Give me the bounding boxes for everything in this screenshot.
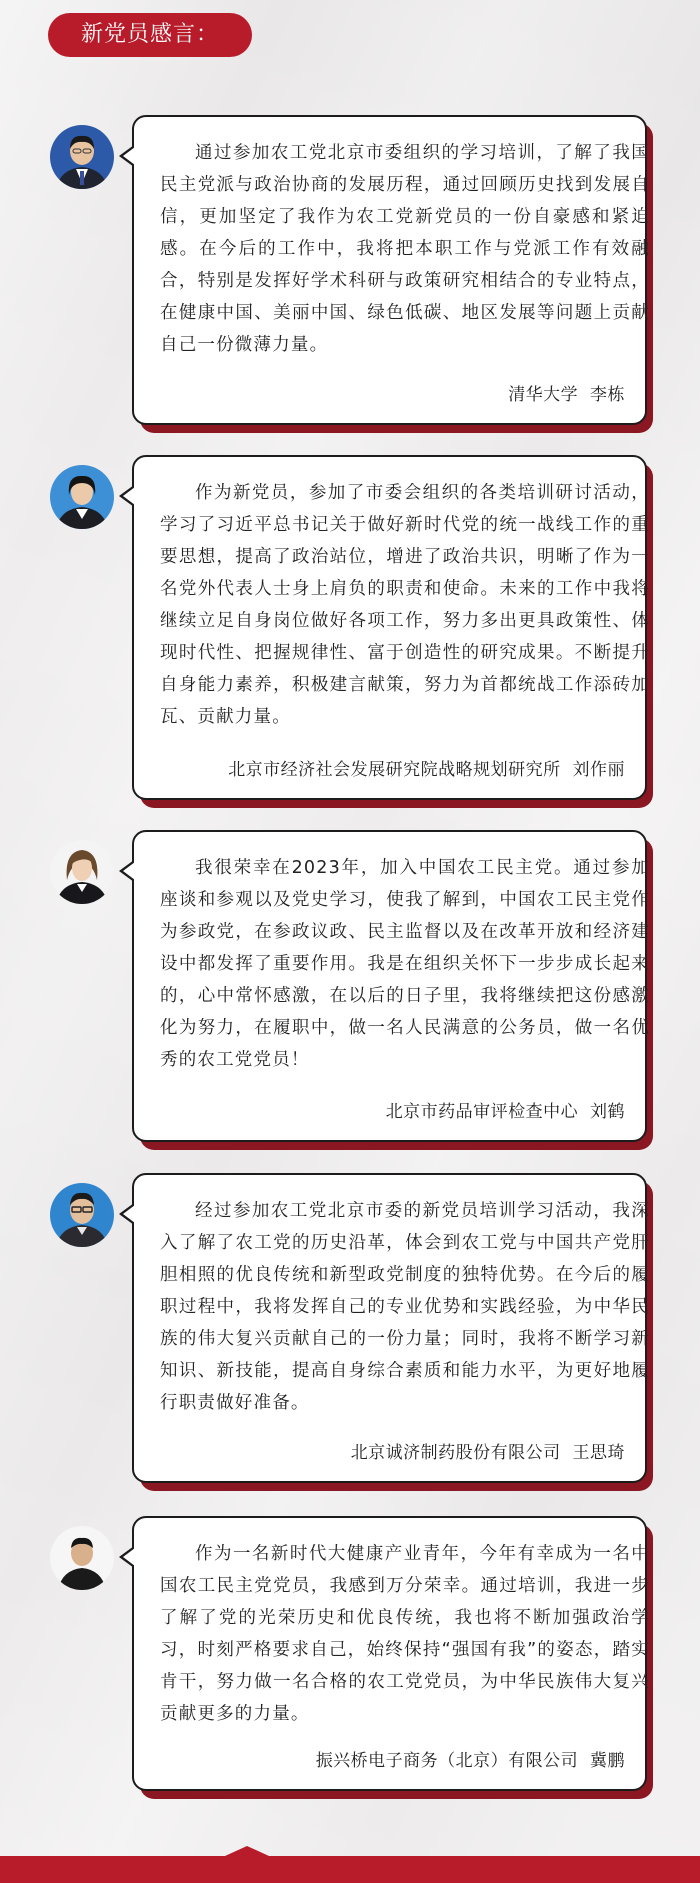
speech-tail-fill — [123, 487, 135, 505]
speech-bubble — [132, 830, 650, 1142]
testimonial-text: 通过参加农工党北京市委组织的学习培训，了解了我国民主党派与政治协商的发展历程，通过回顾历史找到发展自信，更加坚定了我作为农工党新党员的一份自豪感和紧迫感。在今后的工作中，我将把本职工作与党派工作有效融合，特别是发挥好学术科研与政策研究相结合的专业特点，在健康中国、美丽中国、绿色低碳、地区发展等问题上贡献自己一份微薄力量。 — [160, 143, 650, 355]
footer-bar — [0, 1856, 700, 1883]
author-signature: 北京市药品审评检查中心 刘鹤 — [385, 1102, 625, 1122]
author-signature: 北京诚济制药股份有限公司 王思琦 — [350, 1443, 625, 1463]
section-title: 新党员感言： — [48, 13, 252, 57]
testimonial-text: 经过参加农工党北京市委的新党员培训学习活动，我深入了解了农工党的历史沿革，体会到农工党与中国共产党肝胆相照的优良传统和新型政党制度的独特优势。在今后的履职过程中，我将发挥自己的专业优势和实践经验，为中华民族的伟大复兴贡献自己的一份力量；同时，我将不断学习新知识、新技能，提高自身综合素质和能力水平，为更好地履行职责做好准备。 — [160, 1201, 650, 1413]
footer-notch — [225, 1846, 269, 1856]
testimonial-entry — [0, 1516, 700, 1791]
speech-bubble — [132, 1173, 650, 1483]
avatar-photo — [50, 1183, 114, 1247]
avatar-photo — [50, 125, 114, 189]
testimonial-entry — [0, 115, 700, 425]
testimonial-entry — [0, 455, 700, 800]
speech-bubble — [132, 455, 650, 800]
speech-bubble — [132, 1516, 650, 1791]
testimonial-entry — [0, 1173, 700, 1483]
speech-tail-fill — [123, 1548, 135, 1566]
author-signature: 振兴桥电子商务（北京）有限公司 冀鹏 — [315, 1751, 625, 1771]
speech-tail-fill — [123, 147, 135, 165]
speech-tail-fill — [123, 862, 135, 880]
testimonial-text: 作为新党员，参加了市委会组织的各类培训研讨活动，学习了习近平总书记关于做好新时代党的统一战线工作的重要思想，提高了政治站位，增进了政治共识，明晰了作为一名党外代表人士身上肩负的职责和使命。未来的工作中我将继续立足自身岗位做好各项工作，努力多出更具政策性、体现时代性、把握规律性、富于创造性的研究成果。不断提升自身能力素养，积极建言献策，努力为首都统战工作添砖加瓦、贡献力量。 — [160, 483, 650, 727]
avatar-photo — [50, 840, 114, 904]
avatar-photo — [50, 465, 114, 529]
avatar-photo — [50, 1526, 114, 1590]
speech-bubble — [132, 115, 650, 425]
testimonial-entry — [0, 830, 700, 1142]
speech-tail-fill — [123, 1205, 135, 1223]
author-signature: 清华大学 李栋 — [508, 385, 625, 405]
author-signature: 北京市经济社会发展研究院战略规划研究所 刘作丽 — [228, 760, 625, 780]
testimonial-text: 作为一名新时代大健康产业青年，今年有幸成为一名中国农工民主党党员，我感到万分荣幸。通过培训，我进一步了解了党的光荣历史和优良传统，我也将不断加强政治学习，时刻严格要求自己，始终保持“强国有我”的姿态，踏实肯干，努力做一名合格的农工党党员，为中华民族伟大复兴贡献更多的力量。 — [160, 1544, 650, 1724]
testimonial-text: 我很荣幸在2023年，加入中国农工民主党。通过参加座谈和参观以及党史学习，使我了解到，中国农工民主党作为参政党，在参政议政、民主监督以及在改革开放和经济建设中都发挥了重要作用。我是在组织关怀下一步步成长起来的，心中常怀感激，在以后的日子里，我将继续把这份感激化为努力，在履职中，做一名人民满意的公务员，做一名优秀的农工党党员！ — [160, 858, 650, 1070]
